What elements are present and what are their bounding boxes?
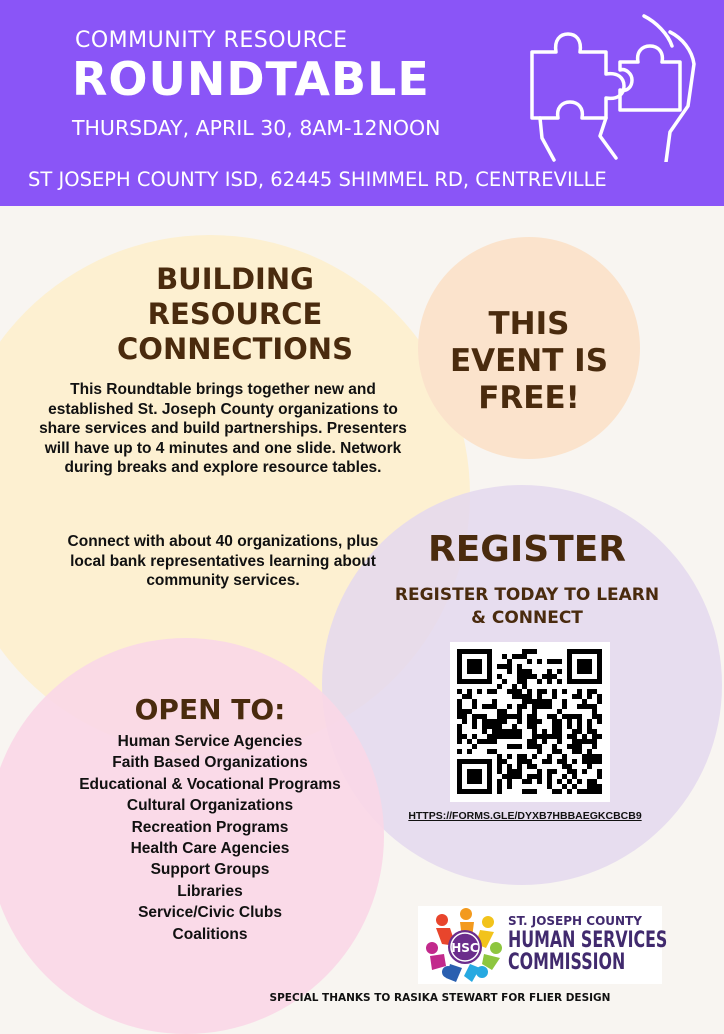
logo-county: ST. JOSEPH COUNTY	[508, 914, 642, 928]
puzzle-hands-icon	[520, 12, 700, 162]
header-banner	[0, 0, 724, 206]
free-event-text: THIS EVENT IS FREE!	[449, 306, 609, 416]
list-item: Libraries	[177, 882, 243, 900]
registration-link[interactable]: HTTPS://FORMS.GLE/DYXB7HBBAEGKCBCB9	[408, 810, 642, 822]
building-description: This Roundtable brings together new and established St. Joseph County organizations to share services and build partnerships. Presenters will have up to 4 minutes and one slide. Network during breaks and explore resource tables.	[39, 381, 407, 476]
list-item: Recreation Programs	[131, 818, 289, 836]
list-item: Coalitions	[172, 925, 248, 943]
credits-text: SPECIAL THANKS TO RASIKA STEWART FOR FLIER DESIGN	[269, 992, 611, 1004]
people-circle-icon	[422, 906, 508, 984]
list-item: Educational & Vocational Programs	[79, 775, 341, 793]
audience-list	[40, 731, 380, 945]
event-date: THURSDAY, APRIL 30, 8AM-12NOON	[72, 116, 441, 140]
logo-badge-text: HSC	[451, 941, 479, 955]
list-item: Human Service Agencies	[117, 733, 303, 750]
building-heading: BUILDING RESOURCE CONNECTIONS	[117, 262, 353, 366]
register-heading: REGISTER	[427, 529, 627, 570]
list-item: Faith Based Organizations	[112, 754, 308, 772]
list-item: Cultural Organizations	[126, 797, 294, 815]
list-item: Service/Civic Clubs	[138, 904, 282, 922]
hsc-logo	[418, 906, 668, 984]
open-to-heading: OPEN TO:	[134, 693, 286, 726]
qr-code[interactable]	[450, 642, 610, 802]
event-title: ROUNDTABLE	[72, 52, 430, 106]
connect-text: Connect with about 40 organizations, plus local bank representatives learning about community services.	[67, 533, 379, 589]
qr-code-icon	[450, 642, 610, 802]
list-item: Support Groups	[150, 861, 270, 879]
list-item: Health Care Agencies	[130, 840, 290, 858]
event-address: ST JOSEPH COUNTY ISD, 62445 SHIMMEL RD, CENTREVILLE	[28, 168, 607, 191]
event-subtitle: COMMUNITY RESOURCE	[75, 28, 348, 53]
logo-line-2: COMMISSION	[508, 950, 626, 975]
register-subheading: REGISTER TODAY TO LEARN & CONNECT	[394, 585, 660, 628]
logo-line-1: HUMAN SERVICES	[508, 928, 668, 953]
